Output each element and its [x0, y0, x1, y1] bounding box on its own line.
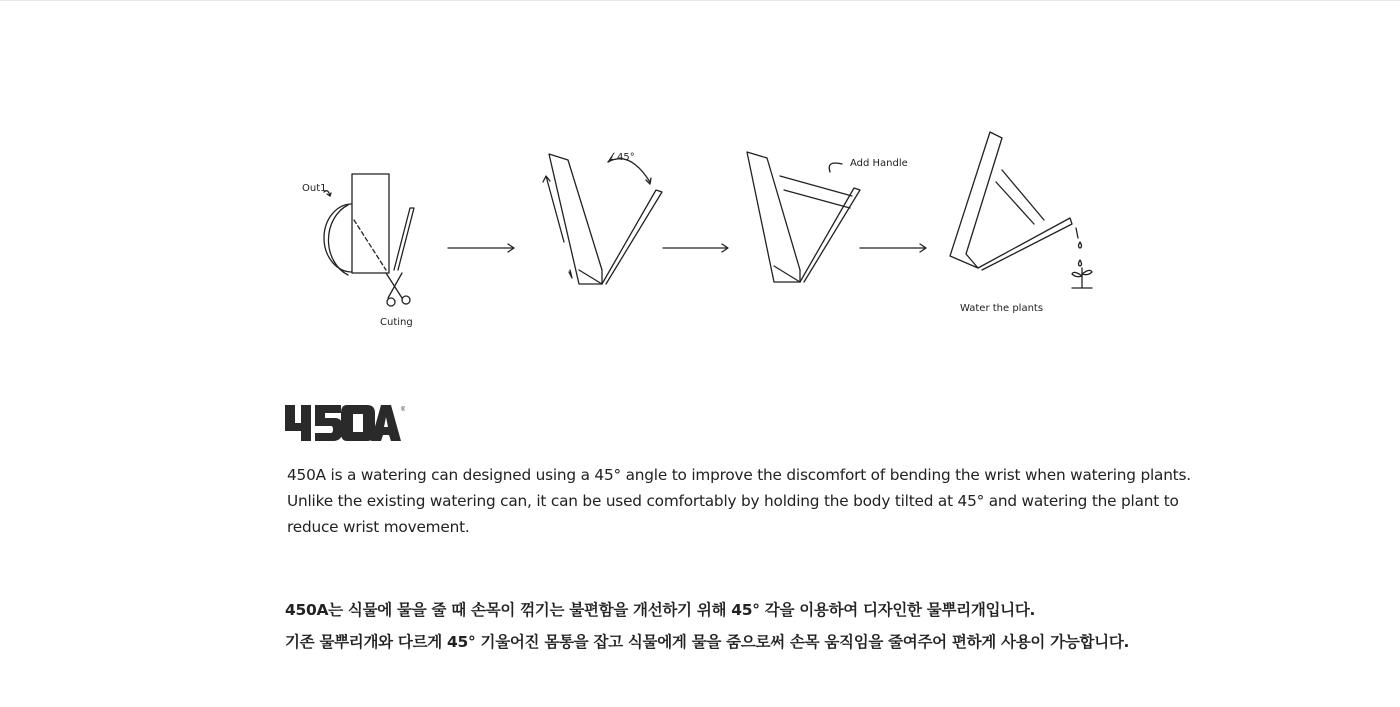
- scissors-icon: [386, 273, 410, 306]
- registered-mark: ®: [401, 407, 405, 413]
- description-line: 기존 물뿌리개와 다르게 45° 기울어진 몸통을 잡고 식물에게 물을 줌으로써 손목 움직임을 줄여주어 편하게 사용이 가능합니다.: [285, 633, 1130, 651]
- sprout-icon: [1072, 268, 1092, 288]
- handle-label: Add Handle: [850, 158, 908, 169]
- english-description: [287, 462, 1191, 540]
- angle-label: ∠45°: [608, 152, 635, 163]
- step-4-water-sketch: [950, 132, 1092, 314]
- arrow-icon: [663, 244, 728, 252]
- korean-description: [285, 594, 1145, 658]
- step-2-tilt-sketch: [543, 152, 662, 284]
- top-divider: [0, 0, 1400, 1]
- water-label: Water the plants: [960, 303, 1044, 314]
- description-line: 450A is a watering can designed using a 45° angle to improve the discomfort of bending the wrist when watering plants.: [287, 466, 1191, 484]
- cut-label: Out1: [302, 183, 327, 194]
- process-diagram: [290, 120, 1120, 340]
- description-line: reduce wrist movement.: [287, 518, 470, 536]
- arrow-icon: [860, 244, 926, 252]
- description-line: Unlike the existing watering can, it can be used comfortably by holding the body tilted at 45° and watering the plant to: [287, 492, 1179, 510]
- brand-logo: [285, 405, 405, 441]
- arrow-icon: [448, 244, 514, 252]
- step-1-cut-sketch: [302, 174, 414, 328]
- cutting-label: Cuting: [380, 317, 413, 328]
- step-3-handle-sketch: [747, 152, 908, 282]
- description-line: 450A는 식물에 물을 줄 때 손목이 꺾기는 불편함을 개선하기 위해 45° 각을 이용하여 디자인한 물뿌리개입니다.: [285, 601, 1036, 619]
